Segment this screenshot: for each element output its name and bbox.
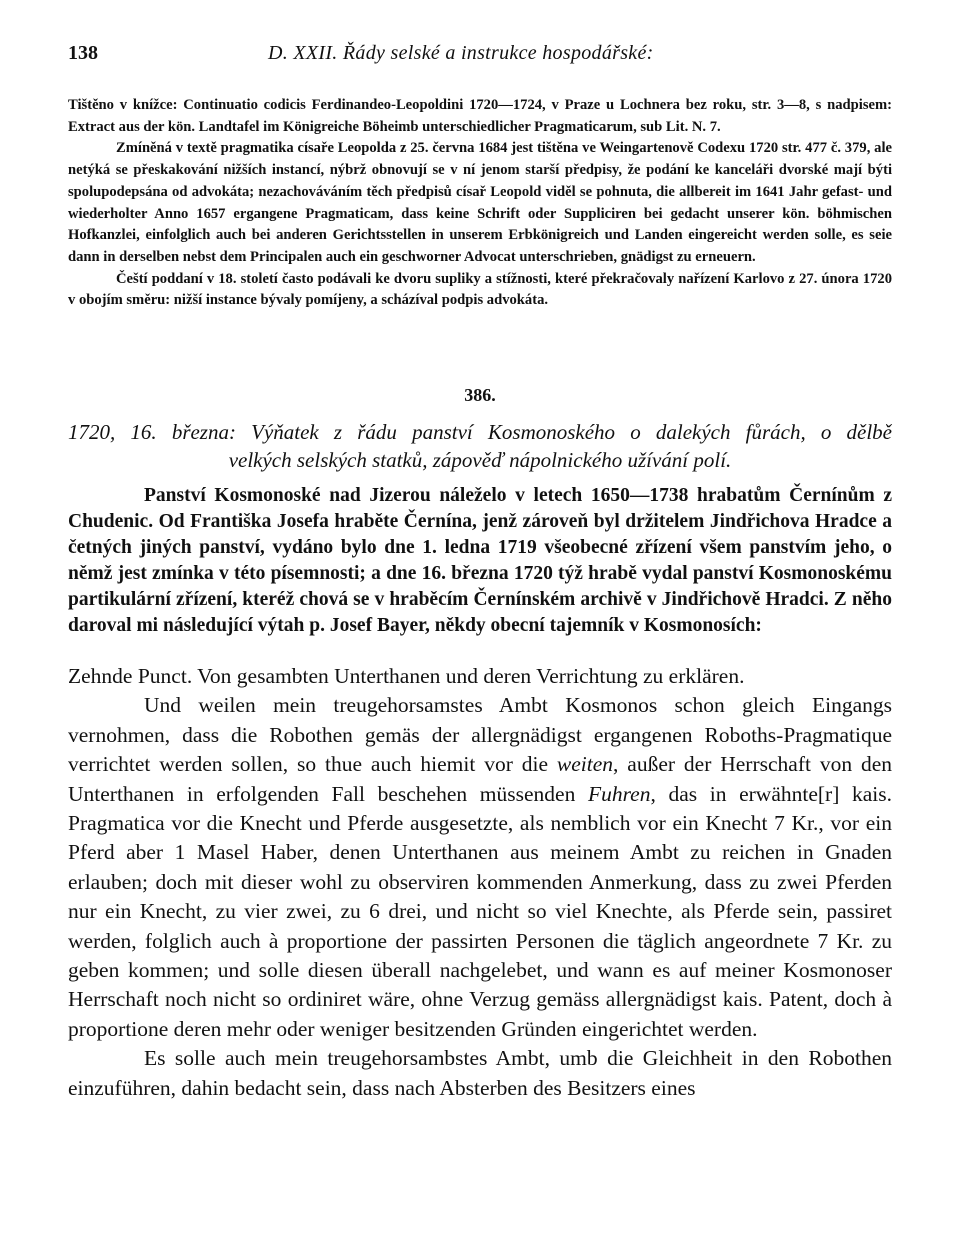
italic-term-weiten: weiten [556,752,614,777]
body-paragraph-2: Es solle auch mein treugehorsambstes Ambt, umb die Gleichheit in den Robothen einzuführen, dahin bedacht sein, dass nach Absterben des Besitzers eines [68,1046,892,1100]
italic-term-fuhren: Fuhren [587,781,651,806]
document-title [68,418,892,474]
page-number: 138 [68,42,98,64]
body-text-segment: , außer der Herrschaft von den Unterthanen in erfolgenden Fall beschehen müssenden [68,752,893,806]
document-number: 386. [464,385,496,405]
section-heading: Zehnde Punct. Von gesambten Unterthanen und deren Verrichtung zu erklären. [68,664,745,688]
body-paragraph-1 [68,691,892,1044]
source-text [68,662,892,1103]
running-title: D. XXII. Řády selské a instrukce hospodářské: [268,42,654,64]
page-header [68,42,892,72]
body-text-segment: Und weilen mein treugehorsamstes Ambt Kosmonos schon gleich Eingangs vernohmen, dass die Robothen gemäs der allergnädigst ergangenen Roboths-Pragmatique verrichtet werden sollen, so thue auch hiemit vor die [68,693,892,777]
note-paragraph-print-source: Tištěno v knížce: Continuatio codicis Ferdinandeo-Leopoldini 1720—1724, v Praze u Lochnera bez roku, str. 3—8, s nadpisem: Extract aus der kön. Landtafel im Königreiche Böheimb unterschiedlicher Pragmaticarum, sub Lit. N. 7. [68,97,892,135]
document-title-line-1: 1720, 16. března: Výňatek z řádu panství Kosmonoského o dalekých fůrách, o dělbě [68,420,892,444]
body-text-segment: , das in erwähnte[r] kais. Pragmatica vor die Knecht und Pferde ausgesetzte, als nemblich vor ein Knecht 7 Kr., vor ein Pferd aber 1 Masel Haber, denen Unterthanen aus meinem Ambt zu reichen in Gnaden erlauben; doch mit dieser wohl zu observiren kommenden Anmerkung, dass zu zwei Pferden nur ein Knecht, zu vier zwei, zu 6 drei, und nicht so viel Knechte, als Pferde sein, passiret werden, folglich auch à proportione der passirten Personen die täglich angeordnete 7 Kr. zu geben kommen; und solle diesen überall nachgelebet, und wann es auf meiner Kosmonoser Herrschaft noch nicht so ordiniret wäre, ohne Verzug gemäss allergnädigst kais. Patent, doch à proportione deren mehr oder weniger besitzenden Gründen eingerichtet werden. [68,781,892,1041]
note-paragraph-subjects: Čeští poddaní v 18. století často podávali ke dvoru supliky a stížnosti, které překračovaly nařízení Karlovo z 27. února 1720 v obojím směru: nižší instance bývaly pomíjeny, a scházíval podpis advokáta. [68,270,892,309]
editorial-introduction [68,483,892,640]
editorial-notes [68,95,892,312]
document-title-line-2: velkých selských statků, zápověď nápolnického užívání polí. [228,448,732,472]
intro-paragraph: Panství Kosmonoské nad Jizerou náleželo v letech 1650—1738 hrabatům Černínům z Chudenic. Od Františka Josefa hraběte Černína, jenž zároveň byl držitelem Jindřichova Hradce a četných jiných panství, vydáno bylo dne 1. ledna 1719 všeobecné zřízení všem panstvím jeho, o němž jest zmínka v této písemnosti; a dne 16. března 1720 týž hrabě vydal panství Kosmonoskému partikulární zřízení, kteréž chová se v hraběcím Černínském archivě v Jindřichově Hradci. Z něho daroval mi následující výtah p. Josef Bayer, někdy obecní tajemník v Kosmonosích: [68,485,892,637]
note-paragraph-pragmatica: Zmíněná v textě pragmatika císaře Leopolda z 25. června 1684 jest tištěna ve Weingartenově Codexu 1720 str. 477 č. 379, ale netýká se přeskakování nižších instancí, nýbrž obnovují se v ní jenom starší předpisy, že podání ke kanceláři dvorské mají býti spolupodepsána od advokáta; nezachováváním těch předpisů císař Leopold viděl se pohnuta, die allbereit im 1641 Jahr gefast- und wiederholter Anno 1657 ergangene Pragmaticam, dass keine Schrift oder Suppliciren bei gedacht unserer kön. böhmischen Hofkanzlei, einfolglich auch bei anderen Gerichtsstellen in unserem Erbkönigreich und Landen eingereicht werden solle, es seie dann in derselben nebst dem Principalen auch ein geschworner Advocat unterschrieben, gnädigst zu erneuern. [68,140,892,265]
